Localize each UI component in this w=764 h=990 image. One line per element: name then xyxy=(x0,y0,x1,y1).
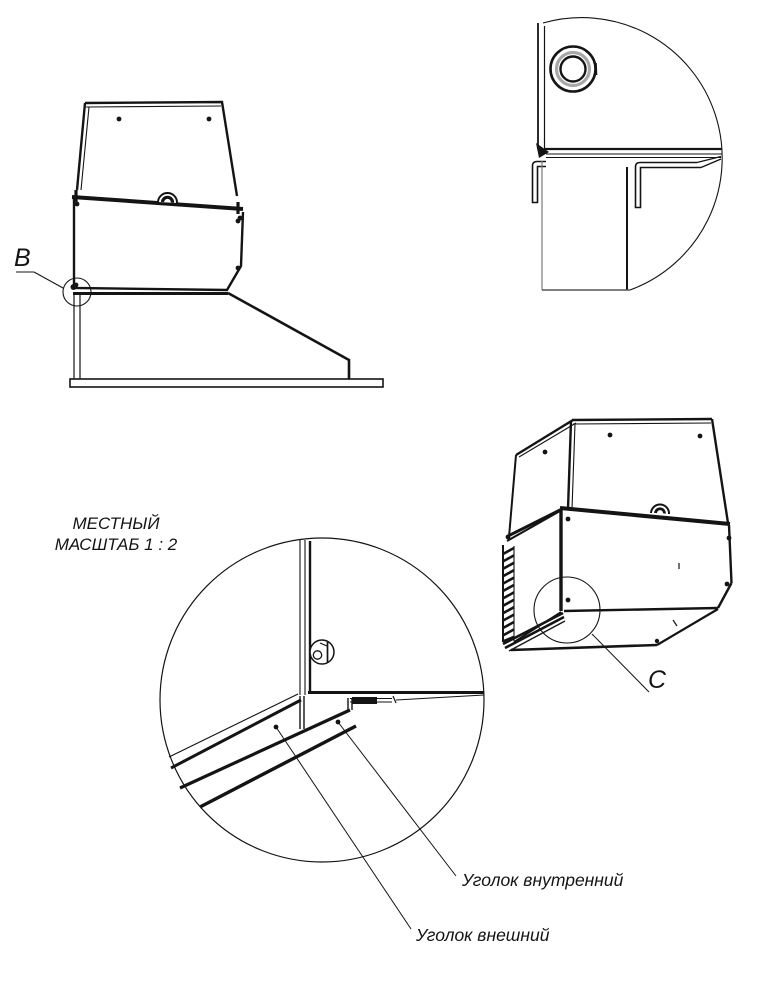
iso-view xyxy=(503,419,732,692)
screw-dot xyxy=(566,517,571,522)
grommet xyxy=(551,47,597,92)
side-view xyxy=(16,102,383,387)
screw-dot xyxy=(506,535,511,540)
scale-note-line1: МЕСТНЫЙ xyxy=(72,514,160,533)
detail-c-leader xyxy=(592,634,649,692)
detail-b-view xyxy=(533,18,723,290)
screw-dot xyxy=(727,536,732,541)
screw-dot xyxy=(75,202,80,207)
screw-dot xyxy=(236,266,241,271)
screw-dot xyxy=(698,434,703,439)
screw-dot xyxy=(207,117,212,122)
detail-c-label: C xyxy=(648,666,667,694)
detail-c-view xyxy=(160,538,484,929)
louver-hatching xyxy=(503,548,514,642)
callout-outer-leader xyxy=(276,727,411,929)
screw-dot xyxy=(608,433,613,438)
angle-hook-left xyxy=(533,162,547,203)
screw-dot xyxy=(655,639,659,643)
detail-boundary-circle xyxy=(160,538,484,862)
screw-dot xyxy=(117,117,122,122)
angle-hook-middle xyxy=(636,163,652,208)
callout-inner-label: Уголок внутренний xyxy=(462,870,624,890)
scale-note xyxy=(46,513,186,555)
detail-b-label: B xyxy=(14,244,31,272)
screw-dot xyxy=(543,450,548,455)
scale-note-line2: МАСШТАБ 1 : 2 xyxy=(54,535,178,554)
callout-outer-label: Уголок внешний xyxy=(416,925,550,945)
latch xyxy=(310,640,334,664)
screw-dot xyxy=(566,598,571,603)
detail-b-leader xyxy=(16,272,63,288)
screw-dot xyxy=(236,219,241,224)
callout-inner-leader xyxy=(338,722,456,876)
screw-dot xyxy=(725,582,730,587)
